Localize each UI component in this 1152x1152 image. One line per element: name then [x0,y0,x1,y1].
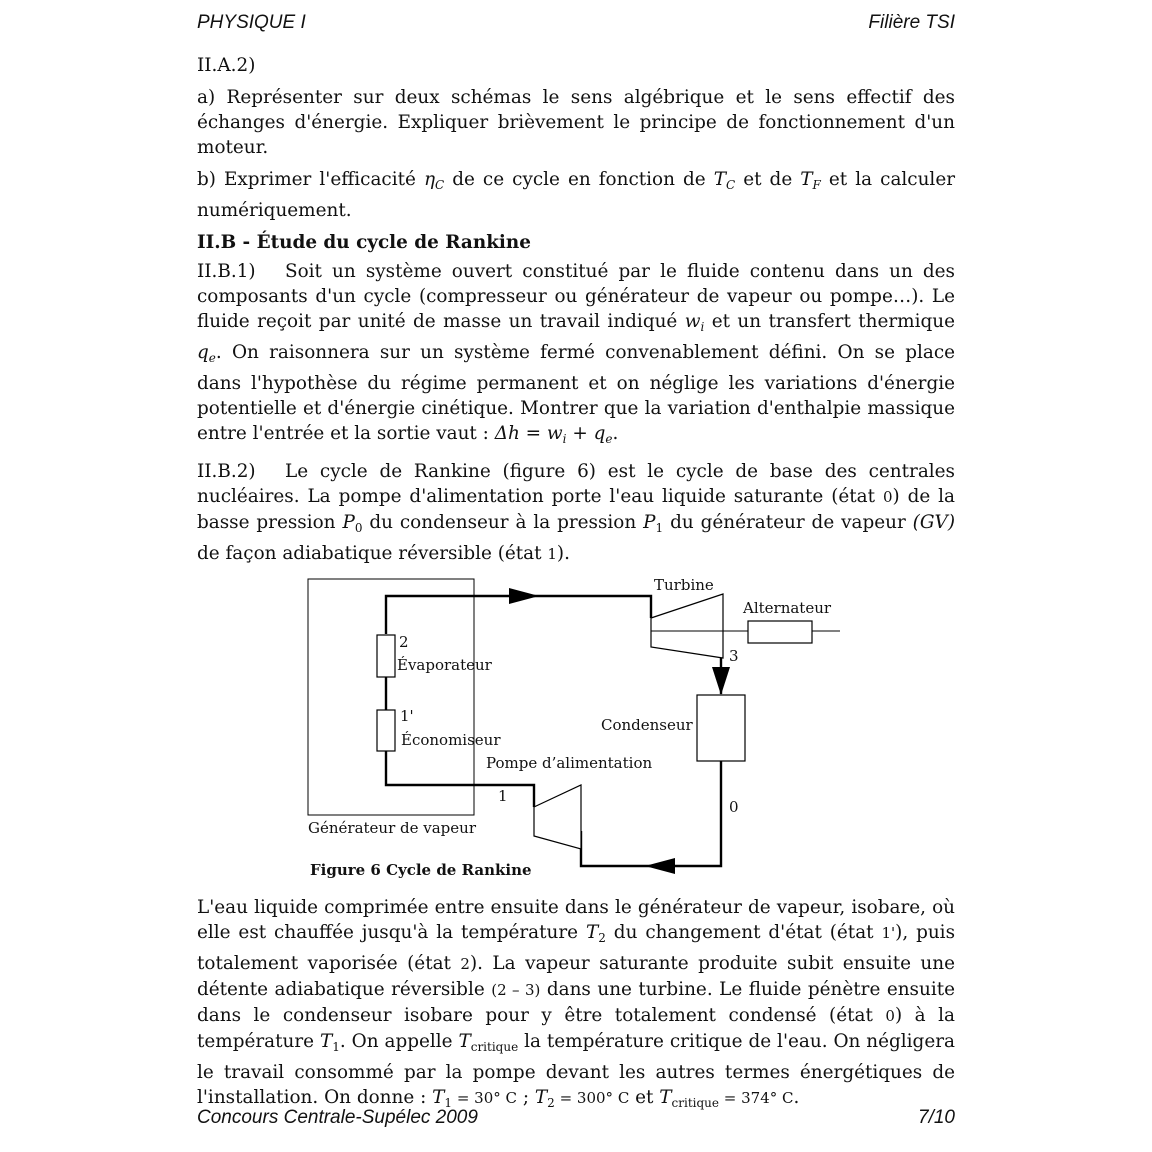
economiser-element [377,710,395,751]
label-state-0: 0 [729,798,739,816]
turbine-shape [651,594,723,658]
question-IIB2: II.B.2) Le cycle de Rankine (figure 6) est le cycle de base des centrales nucléaires. La pompe d'alimentation porte l'eau liquide saturante (état 0) de la basse pression $P_0$ du condenseur à la pression $P_1$ du générateur de vapeur (GV) de façon adiabatique réversible (état 1). [197,461,956,564]
label-pompe: Pompe d’alimentation [486,754,653,772]
label-state-3: 3 [729,647,739,665]
question-IIB1: II.B.1) Soit un système ouvert constitué par le fluide contenu dans un des composants d'un cycle (compresseur ou générateur de vapeur ou pompe…). Le fluide reçoit par unité de masse un travail indiqué $w_i$ et un transfert thermique $q_e$. On raisonnera sur un système fermé convenablement défini. On se place dans l'hypothèse du régime permanent et on néglige les variations d'énergie potentielle et d'énergie cinétique. Montrer que la variation d'enthalpie massique entre l'entrée et la sortie vaut : $\Delta h = w_i + q_e$. [197,261,955,446]
page-footer-left: Concours Centrale-Supélec 2009 [197,1107,478,1128]
figure-caption: Figure 6 Cycle de Rankine [310,861,532,879]
label-evaporateur: Évaporateur [397,656,492,674]
pump-shape [534,785,581,849]
label-state-2: 2 [399,633,409,651]
label-state-1prime: 1' [400,707,414,725]
paragraph-after-figure: L'eau liquide comprimée entre ensuite dans le générateur de vapeur, isobare, où elle est chauffée jusqu'à la température $T_2$ du changement d'état (état 1'), puis totalement vaporisée (état 2). La vapeur saturante produite subit ensuite une détente adiabatique réversible (2 – 3) dans une turbine. Le fluide pénètre ensuite dans le condenseur isobare pour y être totalement condensé (état 0) à la température $T_1$. On appelle $T_{critique}$ la température critique de l'eau. On négligera le travail consommé par la pompe devant les autres termes énergétiques de l'installation. On donne : $T_1 = 30^\circ$ C ; $T_2 = 300^\circ$ C et $T_{critique} = 374^\circ$ C. [197,897,956,1110]
section-title-IIB: II.B - Étude du cycle de Rankine [197,232,531,253]
evaporator-element [377,635,395,677]
question-IIA2-a: a) Représenter sur deux schémas le sens algébrique et le sens effectif des échanges d'énergie. Expliquer brièvement le principe de fonctionnement d'un moteur. [197,87,955,158]
flow-arrow-top [509,588,539,604]
alternator-shape [748,621,812,643]
label-turbine: Turbine [654,576,714,594]
label-state-1: 1 [498,787,508,805]
pipe-pump-to-condenser [581,761,721,866]
question-ref-IIA2: II.A.2) [197,55,256,76]
condenser-shape [697,695,745,761]
figure-rankine-cycle [197,574,955,889]
label-condenseur: Condenseur [601,716,693,734]
flow-arrow-bottom [645,858,675,874]
rankine-diagram [197,574,955,889]
flow-arrow-down [712,667,730,695]
page-footer-right: 7/10 [918,1107,955,1128]
enthalpy-equation: Δh = w [494,423,563,444]
label-alternateur: Alternateur [743,599,832,617]
page-header-left: PHYSIQUE I [197,12,306,33]
question-IIA2-b: b) Exprimer l'efficacité $\eta_C$ de ce cycle en fonction de $T_C$ et de $T_F$ et la calculer numériquement. [197,169,955,221]
steam-generator-box [308,579,474,815]
label-generateur: Générateur de vapeur [308,819,476,837]
label-economiseur: Économiseur [401,731,501,749]
page-header-right: Filière TSI [868,12,955,33]
pipe-generator-to-turbine [386,596,651,634]
document-body [197,53,955,1123]
